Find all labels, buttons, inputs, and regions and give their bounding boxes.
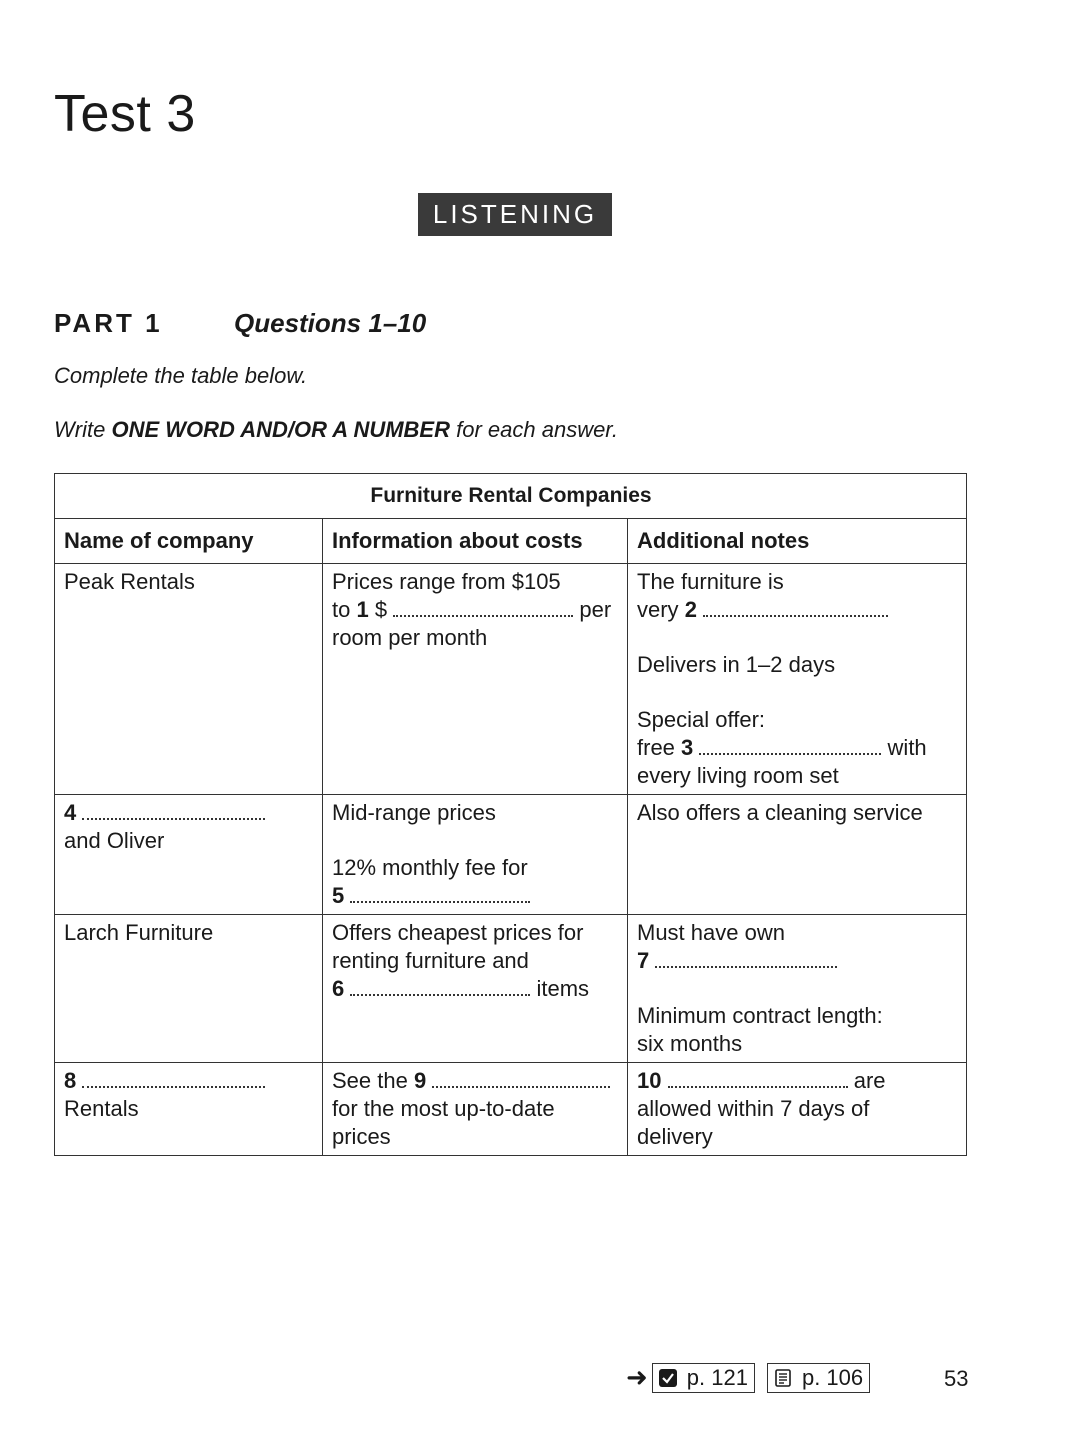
section-banner: LISTENING [418,193,612,236]
notes-line: six months [637,1031,743,1056]
answer-blank-10[interactable] [668,1072,848,1088]
furniture-rental-table [54,473,967,1156]
instruction-emphasis: ONE WORD AND/OR A NUMBER [111,417,450,442]
answer-key-reference[interactable] [652,1363,755,1393]
notes-line: Also offers a cleaning service [637,800,923,825]
text: free [637,735,675,760]
right-arrow-icon: ➜ [626,1362,648,1392]
answer-key-page: p. 121 [686,1364,748,1390]
answer-blank-2[interactable] [703,601,888,617]
column-header-costs: Information about costs [323,519,628,564]
text: See the [332,1068,408,1093]
costs-cell [323,564,628,795]
text: items [536,976,590,1001]
instruction-text: for each answer. [450,417,618,442]
table-row [55,915,967,1063]
costs-line: prices [332,1124,391,1149]
answer-key-icon [659,1369,677,1387]
text: per [579,597,612,622]
company-name: Larch Furniture [64,920,214,945]
question-number: 9 [413,1068,427,1093]
table-row [55,1063,967,1156]
answer-blank-7[interactable] [655,952,837,968]
part-heading [54,305,426,341]
transcript-reference[interactable] [767,1363,870,1393]
instruction-word-limit [54,417,618,443]
costs-line [332,596,619,624]
part-label: PART 1 [54,307,163,338]
company-name: Peak Rentals [64,569,195,594]
answer-blank-9[interactable] [432,1072,610,1088]
costs-line [332,882,619,910]
question-number: 2 [684,597,697,622]
costs-line [332,975,619,1003]
instruction-text: Write [54,417,112,442]
question-number: 1 [356,597,369,622]
question-number: 10 [637,1068,662,1093]
table-row [55,564,967,795]
notes-line: every living room set [637,763,839,788]
questions-label: Questions 1–10 [234,307,427,338]
notes-cell [628,1063,967,1156]
question-number: 5 [332,883,345,908]
costs-cell [323,795,628,915]
costs-line: room per month [332,625,488,650]
text: very [637,597,679,622]
notes-line [637,947,958,975]
answer-blank-6[interactable] [350,980,530,996]
costs-line: Offers cheapest prices for [332,920,584,945]
page-title: Test 3 [54,85,196,143]
company-cell [55,915,323,1063]
costs-cell [323,1063,628,1156]
notes-line: The furniture is [637,569,784,594]
notes-line: allowed within 7 days of [637,1096,870,1121]
costs-line: 12% monthly fee for [332,855,528,880]
transcript-icon [774,1369,792,1387]
notes-line: delivery [637,1124,713,1149]
notes-cell [628,795,967,915]
question-number: 7 [637,948,650,973]
answer-blank-3[interactable] [699,739,881,755]
notes-line: Delivers in 1–2 days [637,652,836,677]
notes-cell [628,915,967,1063]
costs-line: Prices range from $105 [332,569,561,594]
transcript-page: p. 106 [801,1364,864,1390]
company-name: and Oliver [64,828,165,853]
notes-line: Special offer: [637,707,766,732]
text: are [853,1068,886,1093]
company-name: Rentals [64,1096,139,1121]
question-number: 6 [332,976,345,1001]
company-cell [55,795,323,915]
costs-line: Mid-range prices [332,800,496,825]
column-header-company: Name of company [55,519,323,564]
notes-line: Must have own [637,920,785,945]
company-cell [55,1063,323,1156]
company-cell [55,564,323,795]
answer-blank-8[interactable] [82,1072,265,1088]
question-number: 8 [64,1068,77,1093]
notes-line: Minimum contract length: [637,1003,883,1028]
costs-cell [323,915,628,1063]
notes-line [637,1067,958,1095]
page-number: 53 [944,1366,969,1391]
table-caption: Furniture Rental Companies [55,474,967,519]
company-line [64,1067,314,1095]
notes-cell [628,564,967,795]
answer-blank-1[interactable] [393,601,573,617]
page-footer-refs [626,1362,882,1393]
column-header-notes: Additional notes [628,519,967,564]
text: to [332,597,351,622]
answer-blank-5[interactable] [350,887,530,903]
answer-blank-4[interactable] [82,804,265,820]
notes-line [637,734,958,762]
instruction-complete-table: Complete the table below. [54,363,308,388]
costs-line [332,1067,619,1095]
notes-line [637,596,958,624]
table-row [55,795,967,915]
question-number: 3 [681,735,694,760]
costs-line: for the most up-to-date [332,1096,555,1121]
text: with [887,735,927,760]
text: $ [374,597,388,622]
company-line [64,799,314,827]
question-number: 4 [64,800,77,825]
costs-line: renting furniture and [332,948,529,973]
